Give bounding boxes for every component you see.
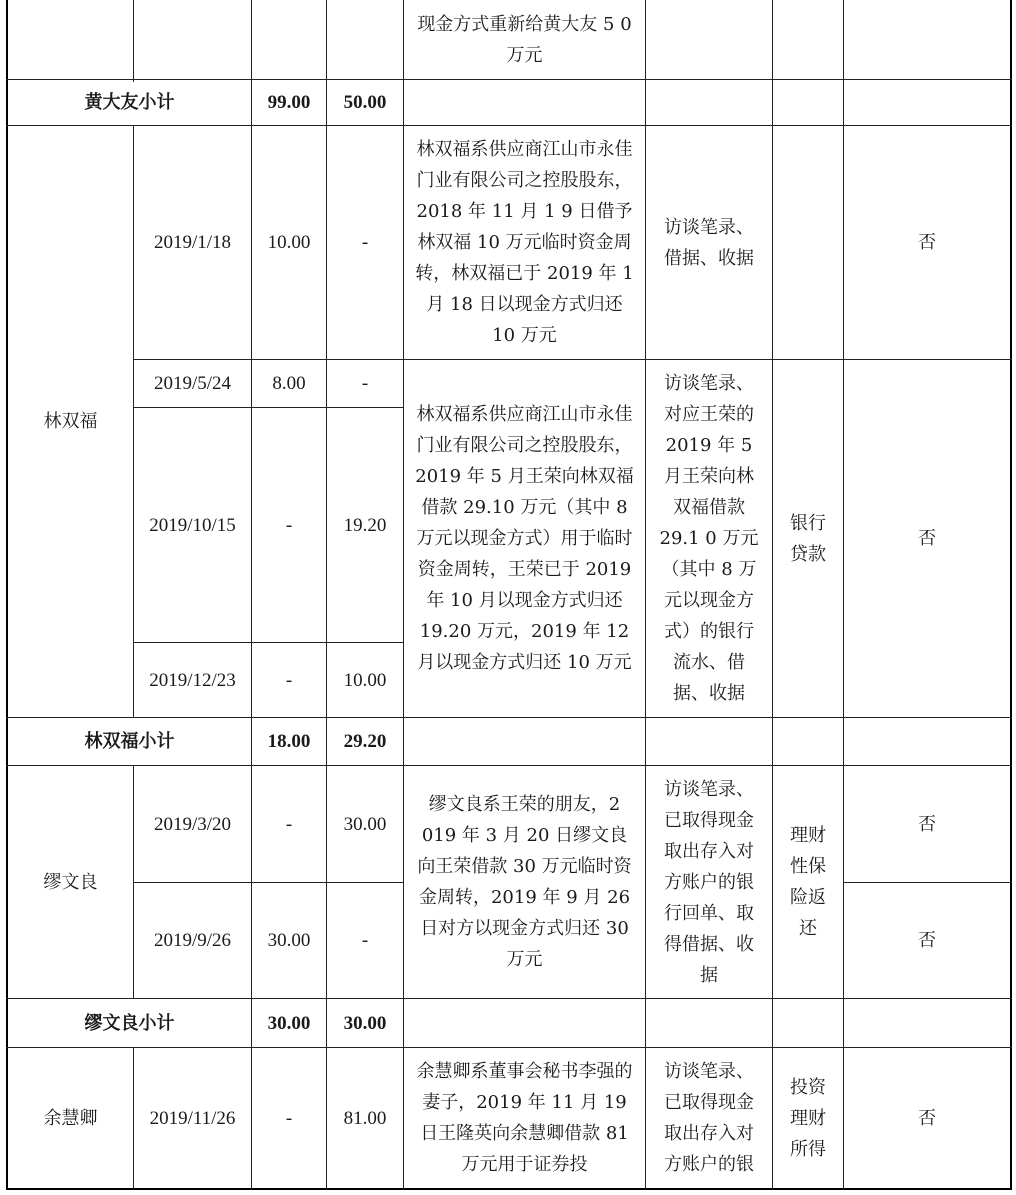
- amount-text: 30.00: [267, 930, 311, 951]
- amount-text: -: [285, 514, 293, 536]
- subtotal-label-text: 缪文良小计: [84, 1012, 175, 1034]
- flag-cell: [844, 1048, 1010, 1188]
- amount-text: -: [285, 813, 293, 835]
- flag-cell: [844, 360, 1010, 717]
- date-text: 2019/1/18: [153, 232, 232, 253]
- evidence-cell: [646, 766, 772, 998]
- table-border-bottom: [6, 1188, 1012, 1190]
- person-name-cell: [8, 1048, 133, 1188]
- flag-text: 否: [918, 1107, 936, 1129]
- date-cell: [134, 408, 251, 642]
- amount-b-cell: [327, 360, 403, 407]
- amount-text: 50.00: [343, 92, 387, 113]
- amount-a-cell: [252, 766, 326, 882]
- person-name: 林双福: [43, 411, 98, 432]
- amount-b-cell: [327, 766, 403, 882]
- description-text: 缪文良系王荣的朋友，2 019 年 3 月 20 日缪文良向王荣借款 30 万元临时资金周转，2019 年 9 月 26 日对方以现金方式归还 30 万元: [417, 794, 632, 970]
- amount-b-cell: [327, 643, 403, 717]
- amount-b-cell: [327, 1048, 403, 1188]
- description-cell: [404, 1048, 645, 1188]
- subtotal-amount-a: [252, 718, 326, 765]
- date-cell: [134, 883, 251, 998]
- amount-text: 30.00: [343, 1012, 387, 1034]
- subtotal-label: [8, 999, 251, 1047]
- flag-cell: [844, 766, 1010, 882]
- description-text: 林双福系供应商江山市永佳门业有限公司之控股股东，2018 年 11 月 1 9 日借予林双福 10 万元临时资金周转，林双福已于 2019 年 1 月 18 日以现金方式归还 10 万元: [415, 139, 634, 346]
- amount-a-cell: [252, 360, 326, 407]
- description-text: 余慧卿系董事会秘书李强的妻子，2019 年 11 月 19 日王隆英向余慧卿借款 81 万元用于证券投: [416, 1061, 633, 1175]
- date-text: 2019/9/26: [153, 930, 232, 951]
- flag-cell: [844, 883, 1010, 998]
- date-cell: [134, 766, 251, 882]
- amount-b-cell: [327, 408, 403, 642]
- date-text: 2019/10/15: [149, 514, 236, 536]
- date-cell: [134, 360, 251, 407]
- evidence-cell: [646, 360, 772, 717]
- date-text: 2019/3/20: [153, 813, 232, 835]
- amount-text: -: [285, 669, 293, 691]
- source-cell: [773, 1048, 843, 1188]
- amount-text: 10.00: [343, 669, 387, 691]
- flag-text: 否: [918, 528, 936, 549]
- source-cell: [773, 766, 843, 998]
- evidence-text: 访谈笔录、借据、收据: [664, 216, 754, 269]
- description-text: 林双福系供应商江山市永佳门业有限公司之控股股东，2019 年 5 月王荣向林双福借款 29.10 万元（其中 8 万元以现金方式）用于临时资金周转，王荣已于 2019 年 10 月以现金方式归还 19.20 万元，2019 年 12 月以现金方式归还 10 万元: [415, 404, 634, 673]
- evidence-cell: [646, 126, 772, 359]
- evidence-text: 访谈笔录、已取得现金取出存入对方账户的银行回单、取得借据、收据: [664, 778, 754, 986]
- amount-a-cell: [252, 643, 326, 717]
- amount-text: -: [285, 1107, 293, 1129]
- evidence-cell: [646, 1048, 772, 1188]
- amount-text: 99.00: [267, 92, 311, 113]
- source-text: 投资理财所得: [790, 1076, 826, 1160]
- description-cell: [404, 766, 645, 998]
- flag-text: 否: [918, 232, 936, 253]
- subtotal-label: [8, 80, 251, 125]
- amount-text: 30.00: [267, 1012, 311, 1034]
- flag-text: 否: [918, 813, 936, 835]
- date-text: 2019/11/26: [149, 1107, 236, 1129]
- subtotal-amount-b: [327, 718, 403, 765]
- source-text: 银行贷款: [790, 512, 826, 565]
- subtotal-amount-b: [327, 999, 403, 1047]
- table-border-right: [1010, 0, 1012, 1190]
- subtotal-label-text: 林双福小计: [84, 731, 175, 752]
- source-cell: [773, 360, 843, 717]
- amount-a-cell: [252, 1048, 326, 1188]
- subtotal-amount-a: [252, 80, 326, 125]
- source-text: 理财性保险返还: [790, 825, 826, 939]
- evidence-text: 访谈笔录、已取得现金取出存入对方账户的银: [664, 1061, 754, 1175]
- amount-text: 30.00: [343, 813, 387, 835]
- amount-text: -: [361, 930, 369, 951]
- grid-line: [133, 0, 134, 82]
- date-cell: [134, 643, 251, 717]
- amount-text: -: [361, 232, 369, 253]
- person-name: 缪文良: [43, 871, 98, 893]
- amount-text: 18.00: [267, 731, 311, 752]
- amount-text: 8.00: [272, 373, 306, 394]
- amount-text: -: [361, 373, 369, 394]
- description-cell: [404, 360, 645, 717]
- person-name-cell: [8, 766, 133, 998]
- person-name-cell: [8, 126, 133, 718]
- amount-text: 19.20: [343, 514, 387, 536]
- date-cell: [134, 1048, 251, 1188]
- person-name: 余慧卿: [43, 1107, 98, 1129]
- date-text: 2019/12/23: [149, 669, 236, 691]
- amount-a-cell: [252, 408, 326, 642]
- amount-text: 10.00: [267, 232, 311, 253]
- subtotal-label: [8, 718, 251, 765]
- evidence-text: 访谈笔录、对应王荣的 2019 年 5 月王荣向林双福借款 29.1 0 万元（其中 8 万元以现金方式）的银行流水、借据、收据: [659, 373, 759, 704]
- date-text: 2019/5/24: [153, 373, 232, 394]
- amount-text: 29.20: [343, 731, 387, 752]
- date-cell: [134, 126, 251, 359]
- flag-text: 否: [918, 930, 936, 951]
- amount-b-cell: [327, 126, 403, 359]
- subtotal-amount-a: [252, 999, 326, 1047]
- flag-cell: [844, 126, 1010, 359]
- amount-a-cell: [252, 883, 326, 998]
- amount-text: 81.00: [343, 1107, 387, 1129]
- subtotal-label-text: 黄大友小计: [84, 92, 175, 113]
- amount-b-cell: [327, 883, 403, 998]
- description-cell: [404, 0, 645, 79]
- description-text: 现金方式重新给黄大友 5 0 万元: [417, 13, 632, 66]
- description-cell: [404, 126, 645, 359]
- subtotal-amount-b: [327, 80, 403, 125]
- amount-a-cell: [252, 126, 326, 359]
